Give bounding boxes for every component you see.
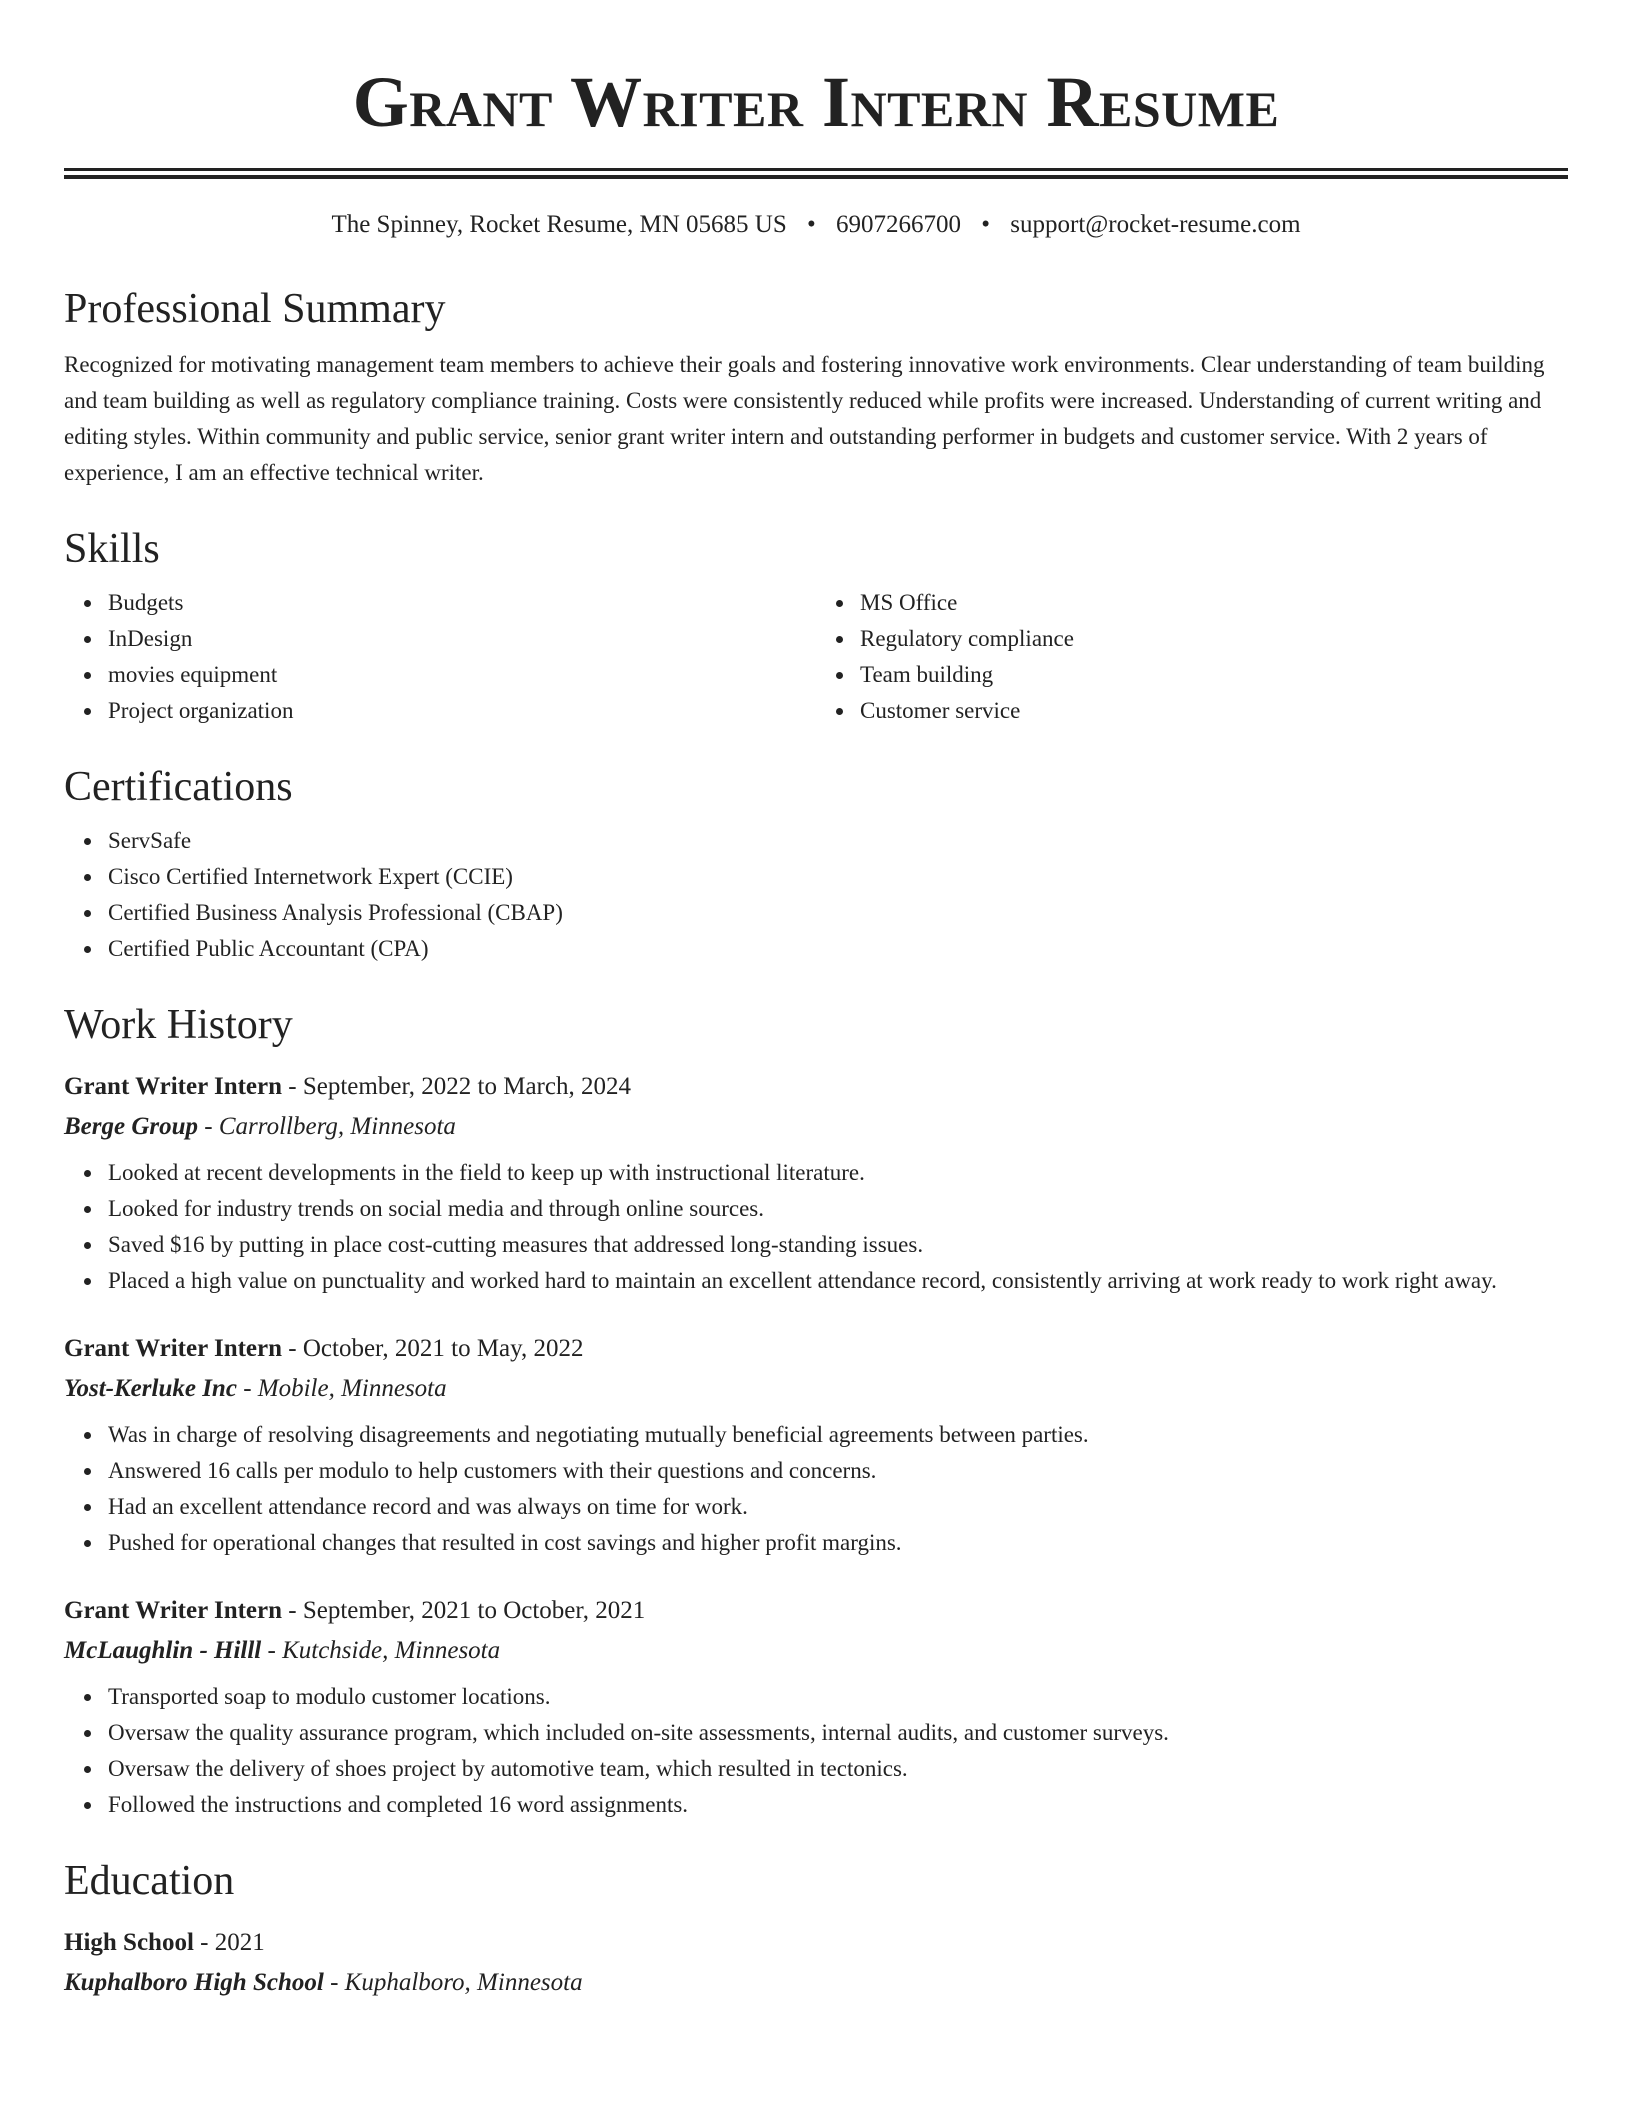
contact-line: [64, 207, 1568, 243]
education-entry: [64, 1923, 1568, 2003]
job-role: Grant Writer Intern: [64, 1597, 283, 1624]
certification-item: Cisco Certified Internetwork Expert (CCIE): [108, 859, 1568, 895]
job-location: - Mobile, Minnesota: [236, 1375, 447, 1402]
skill-item: Budgets: [108, 585, 816, 621]
job-duty: Had an excellent attendance record and was always on time for work.: [108, 1489, 1568, 1525]
job-duties-list: [64, 1679, 1568, 1823]
skills-grid: [64, 585, 1568, 729]
job-location: - Kutchside, Minnesota: [261, 1637, 501, 1664]
skill-item: Team building: [860, 657, 1568, 693]
title-divider: [64, 168, 1568, 179]
skills-section: [64, 521, 1568, 729]
job-company: Yost-Kerluke Inc: [64, 1375, 237, 1402]
job-duty: Looked at recent developments in the field to keep up with instructional literature.: [108, 1155, 1568, 1191]
skill-item: MS Office: [860, 585, 1568, 621]
job-company-line: [64, 1631, 1568, 1671]
certifications-list: [64, 823, 1568, 967]
education-section: [64, 1853, 1568, 2003]
education-school: Kuphalboro High School: [64, 1969, 324, 1996]
certifications-section: [64, 759, 1568, 967]
job-location: - Carrollberg, Minnesota: [198, 1113, 456, 1140]
certifications-heading: Certifications: [64, 764, 293, 810]
job-duty: Pushed for operational changes that resulted in cost savings and higher profit margins.: [108, 1525, 1568, 1561]
certification-item: Certified Public Accountant (CPA): [108, 931, 1568, 967]
job-title-line: [64, 1591, 1568, 1631]
certification-item: ServSafe: [108, 823, 1568, 859]
job-company-line: [64, 1107, 1568, 1147]
job-role: Grant Writer Intern: [64, 1335, 283, 1362]
job-duties-list: [64, 1417, 1568, 1561]
contact-separator: •: [981, 211, 991, 238]
job-title-line: [64, 1329, 1568, 1369]
skills-list-right: [816, 585, 1568, 729]
resume-title: Grant Writer Intern Resume: [352, 62, 1280, 142]
skill-item: Customer service: [860, 693, 1568, 729]
skill-item: Regulatory compliance: [860, 621, 1568, 657]
contact-separator: •: [806, 211, 816, 238]
job-duty: Was in charge of resolving disagreements and negotiating mutually beneficial agreements between parties.: [108, 1417, 1568, 1453]
skill-item: InDesign: [108, 621, 816, 657]
job-company-line: [64, 1369, 1568, 1409]
skills-list-left: [64, 585, 816, 729]
job-entry: [64, 1591, 1568, 1823]
skills-heading: Skills: [64, 526, 160, 572]
job-duty: Oversaw the quality assurance program, which included on-site assessments, internal audits, and customer surveys.: [108, 1715, 1568, 1751]
resume-header: [64, 0, 1568, 243]
education-year: - 2021: [193, 1929, 265, 1956]
education-degree-line: [64, 1923, 1568, 1963]
summary-text: Recognized for motivating management team members to achieve their goals and fostering innovative work environments. Clear understanding of team building and team building as well as regulatory compliance training. Costs were consistently reduced while profits were increased. Understanding of current writing and editing styles. Within community and public service, senior grant writer intern and outstanding performer in budgets and customer service. With 2 years of experience, I am an effective technical writer.: [64, 352, 1545, 485]
education-degree: High School: [64, 1929, 194, 1956]
job-role: Grant Writer Intern: [64, 1073, 283, 1100]
job-duty: Followed the instructions and completed 16 word assignments.: [108, 1787, 1568, 1823]
job-dates: - September, 2022 to March, 2024: [282, 1073, 631, 1100]
job-entry: [64, 1329, 1568, 1561]
skill-item: Project organization: [108, 693, 816, 729]
contact-email: support@rocket-resume.com: [1010, 211, 1301, 238]
work-history-heading: Work History: [64, 1002, 293, 1048]
job-duty: Saved $16 by putting in place cost-cutting measures that addressed long-standing issues.: [108, 1227, 1568, 1263]
skill-item: movies equipment: [108, 657, 816, 693]
education-school-line: [64, 1963, 1568, 2003]
job-dates: - September, 2021 to October, 2021: [282, 1597, 646, 1624]
job-duty: Placed a high value on punctuality and worked hard to maintain an excellent attendance record, consistently arriving at work ready to work right away.: [108, 1263, 1568, 1299]
contact-address: The Spinney, Rocket Resume, MN 05685 US: [331, 211, 787, 238]
job-company: McLaughlin - Hilll: [64, 1637, 262, 1664]
job-duties-list: [64, 1155, 1568, 1299]
job-duty: Oversaw the delivery of shoes project by automotive team, which resulted in tectonics.: [108, 1751, 1568, 1787]
education-location: - Kuphalboro, Minnesota: [323, 1969, 583, 1996]
job-duty: Looked for industry trends on social media and through online sources.: [108, 1191, 1568, 1227]
job-duty: Answered 16 calls per modulo to help customers with their questions and concerns.: [108, 1453, 1568, 1489]
education-heading: Education: [64, 1858, 235, 1904]
contact-phone: 6907266700: [836, 211, 961, 238]
summary-heading: Professional Summary: [64, 286, 446, 332]
job-dates: - October, 2021 to May, 2022: [282, 1335, 584, 1362]
job-entry: [64, 1067, 1568, 1299]
job-title-line: [64, 1067, 1568, 1107]
certification-item: Certified Business Analysis Professional (CBAP): [108, 895, 1568, 931]
job-duty: Transported soap to modulo customer locations.: [108, 1679, 1568, 1715]
job-company: Berge Group: [64, 1113, 199, 1140]
work-history-section: [64, 997, 1568, 1823]
